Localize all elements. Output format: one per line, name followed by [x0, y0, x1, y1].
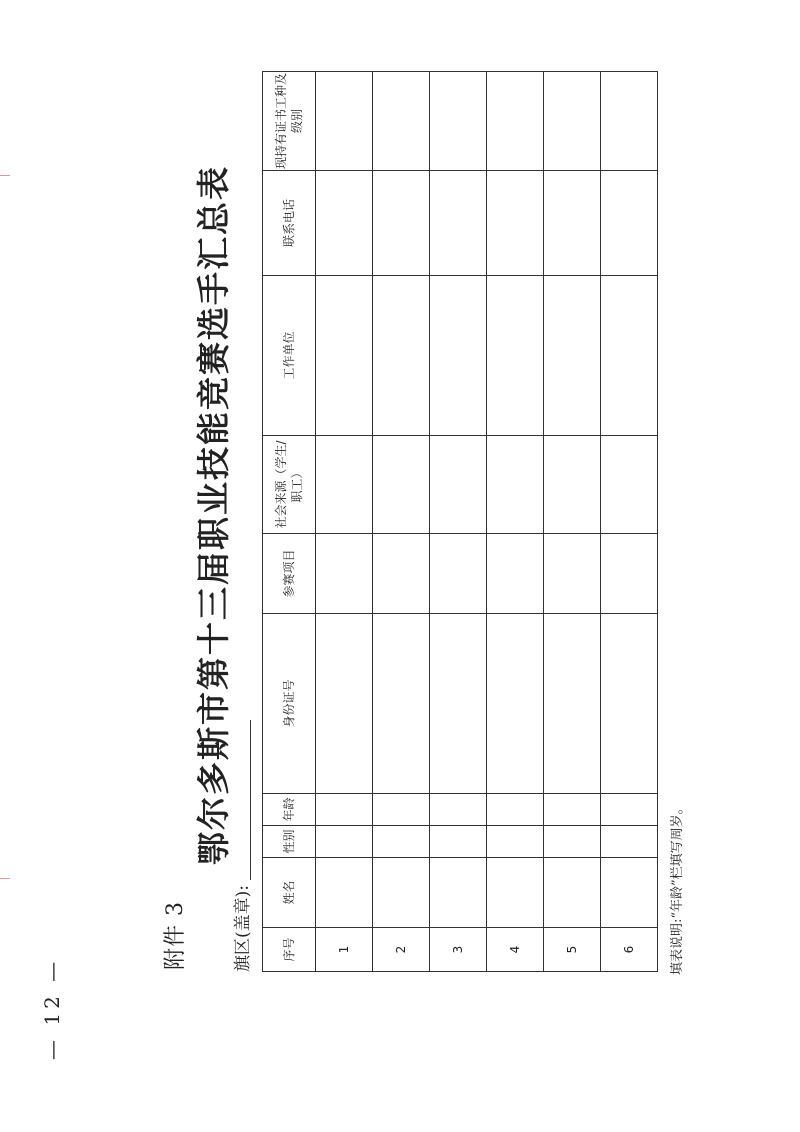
- scan-edge-mark: [0, 878, 10, 879]
- empty-entry-cell[interactable]: [601, 614, 658, 794]
- region-fill-line: [250, 720, 251, 880]
- empty-entry-cell[interactable]: [373, 826, 430, 858]
- row-index-cell: 1: [316, 928, 373, 972]
- empty-entry-cell[interactable]: [373, 534, 430, 614]
- empty-entry-cell[interactable]: [601, 858, 658, 928]
- row-index-cell: 4: [487, 928, 544, 972]
- header-social-source: 社会来源（学生/职工）: [263, 436, 316, 534]
- fill-instructions: 填表说明:“年龄”栏填写周岁。: [670, 801, 685, 975]
- empty-entry-cell[interactable]: [373, 794, 430, 826]
- empty-entry-cell[interactable]: [487, 858, 544, 928]
- empty-entry-cell[interactable]: [430, 826, 487, 858]
- empty-entry-cell[interactable]: [430, 534, 487, 614]
- empty-entry-cell[interactable]: [430, 171, 487, 276]
- row-index-cell: 2: [373, 928, 430, 972]
- empty-entry-cell[interactable]: [544, 171, 601, 276]
- empty-entry-cell[interactable]: [373, 171, 430, 276]
- empty-entry-cell[interactable]: [601, 826, 658, 858]
- header-id-number: 身份证号: [263, 614, 316, 794]
- empty-entry-cell[interactable]: [430, 436, 487, 534]
- table-row: [430, 72, 487, 972]
- table-row: [487, 72, 544, 972]
- empty-entry-cell[interactable]: [544, 794, 601, 826]
- empty-entry-cell[interactable]: [487, 276, 544, 436]
- empty-entry-cell[interactable]: [487, 794, 544, 826]
- empty-entry-cell[interactable]: [487, 436, 544, 534]
- rotated-form-sheet: [40, 0, 780, 1080]
- header-employer: 工作单位: [263, 276, 316, 436]
- header-certificate: 现持有证书工种及级别: [263, 72, 316, 171]
- empty-entry-cell[interactable]: [487, 534, 544, 614]
- header-gender: 性别: [263, 826, 316, 858]
- region-seal-label: 旗区(盖章):: [233, 885, 253, 972]
- row-index-cell: 3: [430, 928, 487, 972]
- row-index-cell: 5: [544, 928, 601, 972]
- empty-entry-cell[interactable]: [544, 826, 601, 858]
- empty-entry-cell[interactable]: [373, 72, 430, 171]
- page-number: — 12 —: [40, 957, 64, 1060]
- header-event: 参赛项目: [263, 534, 316, 614]
- empty-entry-cell[interactable]: [601, 534, 658, 614]
- empty-entry-cell[interactable]: [373, 858, 430, 928]
- table-row: [601, 72, 658, 972]
- empty-entry-cell[interactable]: [430, 794, 487, 826]
- empty-entry-cell[interactable]: [316, 794, 373, 826]
- header-age: 年龄: [263, 794, 316, 826]
- empty-entry-cell[interactable]: [487, 72, 544, 171]
- table-header-row: [263, 72, 316, 972]
- annex-label: 附件 3: [163, 901, 188, 970]
- empty-entry-cell[interactable]: [544, 276, 601, 436]
- header-phone: 联系电话: [263, 171, 316, 276]
- empty-entry-cell[interactable]: [601, 276, 658, 436]
- empty-entry-cell[interactable]: [316, 826, 373, 858]
- table-body: [316, 72, 658, 972]
- empty-entry-cell[interactable]: [601, 72, 658, 171]
- empty-entry-cell[interactable]: [430, 72, 487, 171]
- empty-entry-cell[interactable]: [316, 436, 373, 534]
- empty-entry-cell[interactable]: [601, 171, 658, 276]
- empty-entry-cell[interactable]: [430, 858, 487, 928]
- empty-entry-cell[interactable]: [373, 614, 430, 794]
- empty-entry-cell[interactable]: [487, 614, 544, 794]
- empty-entry-cell[interactable]: [316, 614, 373, 794]
- empty-entry-cell[interactable]: [316, 276, 373, 436]
- scan-edge-mark: [0, 175, 10, 176]
- empty-entry-cell[interactable]: [316, 534, 373, 614]
- empty-entry-cell[interactable]: [544, 858, 601, 928]
- empty-entry-cell[interactable]: [544, 614, 601, 794]
- empty-entry-cell[interactable]: [544, 436, 601, 534]
- empty-entry-cell[interactable]: [316, 171, 373, 276]
- row-index-cell: 6: [601, 928, 658, 972]
- empty-entry-cell[interactable]: [316, 72, 373, 171]
- table-row: [316, 72, 373, 972]
- form-title: 鄂尔多斯市第十三届职业技能竞赛选手汇总表: [194, 165, 233, 865]
- empty-entry-cell[interactable]: [544, 534, 601, 614]
- empty-entry-cell[interactable]: [601, 436, 658, 534]
- empty-entry-cell[interactable]: [544, 72, 601, 171]
- participants-table: [262, 71, 658, 972]
- empty-entry-cell[interactable]: [373, 276, 430, 436]
- empty-entry-cell[interactable]: [430, 276, 487, 436]
- header-index: 序号: [263, 928, 316, 972]
- empty-entry-cell[interactable]: [373, 436, 430, 534]
- empty-entry-cell[interactable]: [487, 171, 544, 276]
- header-name: 姓名: [263, 858, 316, 928]
- empty-entry-cell[interactable]: [601, 794, 658, 826]
- empty-entry-cell[interactable]: [487, 826, 544, 858]
- table-row: [373, 72, 430, 972]
- empty-entry-cell[interactable]: [316, 858, 373, 928]
- empty-entry-cell[interactable]: [430, 614, 487, 794]
- table-row: [544, 72, 601, 972]
